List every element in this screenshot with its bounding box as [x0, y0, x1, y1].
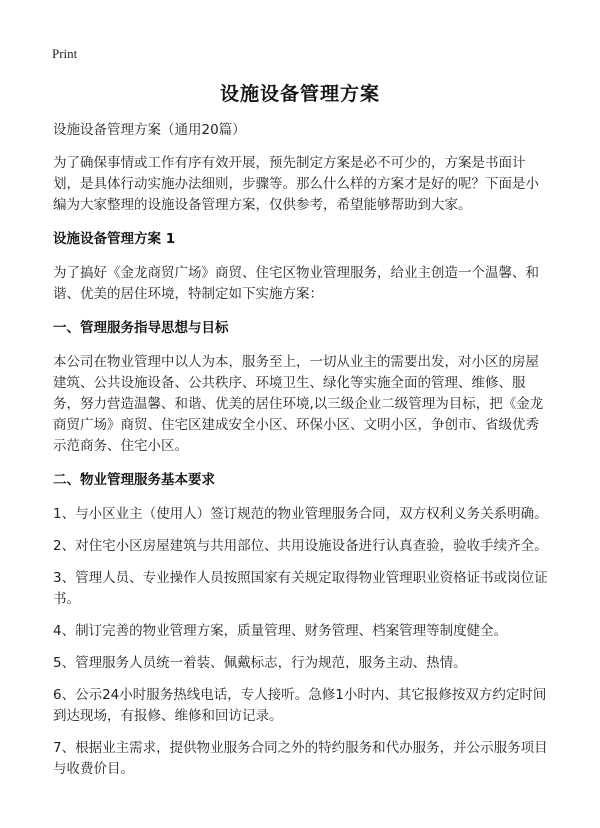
- document-body: [53, 120, 549, 791]
- document-subtitle: 设施设备管理方案（通用20篇）: [53, 122, 246, 138]
- requirement-item-4: 4、制订完善的物业管理方案，质量管理、财务管理、档案管理等制度健全。: [53, 623, 508, 639]
- print-label[interactable]: Print: [52, 46, 78, 61]
- section-1-heading: 设施设备管理方案 1: [53, 231, 176, 247]
- part-1-heading: 一、管理服务指导思想与目标: [53, 320, 229, 336]
- page-title: 设施设备管理方案: [219, 83, 380, 105]
- section-1-paragraph: 为了搞好《金龙商贸广场》商贸、住宅区物业管理服务，给业主创造一个温馨、和谐、优美的居住环境，特制定如下实施方案：: [53, 265, 539, 302]
- intro-paragraph: 为了确保事情或工作有序有效开展，预先制定方案是必不可少的，方案是书面计划，是具体行动实施办法细则，步骤等。那么什么样的方案才是好的呢？下面是小编为大家整理的设施设备管理方案，仅供参考，希望能够帮助到大家。: [53, 155, 539, 213]
- requirement-item-6: 6、公示24小时服务热线电话，专人接听。急修1小时内、其它报修按双方约定时间到达现场，有报修、维修和回访记录。: [53, 687, 547, 724]
- requirement-item-1: 1、与小区业主（使用人）签订规范的物业管理服务合同，双方权利义务关系明确。: [53, 506, 548, 522]
- requirement-item-7: 7、根据业主需求，提供物业服务合同之外的特约服务和代办服务，并公示服务项目与收费价目。: [53, 740, 548, 777]
- part-2-heading: 二、物业管理服务基本要求: [53, 472, 215, 488]
- requirement-item-3: 3、管理人员、专业操作人员按照国家有关规定取得物业管理职业资格证书或岗位证书。: [53, 570, 548, 607]
- part-1-paragraph: 本公司在物业管理中以人为本，服务至上，一切从业主的需要出发，对小区的房屋建筑、公共设施设备、公共秩序、环境卫生、绿化等实施全面的管理、维修、服务，努力营造温馨、和谐、优美的居住环境,以三级企业二级管理为目标，把《金龙商贸广场》商贸、住宅区建成安全小区、环保小区、文明小区，争创市、省级优秀示范商务、住宅小区。: [53, 354, 544, 454]
- requirement-item-2: 2、对住宅小区房屋建筑与共用部位、共用设施设备进行认真查验，验收手续齐全。: [53, 538, 548, 554]
- requirement-item-5: 5、管理服务人员统一着装、佩戴标志，行为规范，服务主动、热情。: [53, 655, 467, 671]
